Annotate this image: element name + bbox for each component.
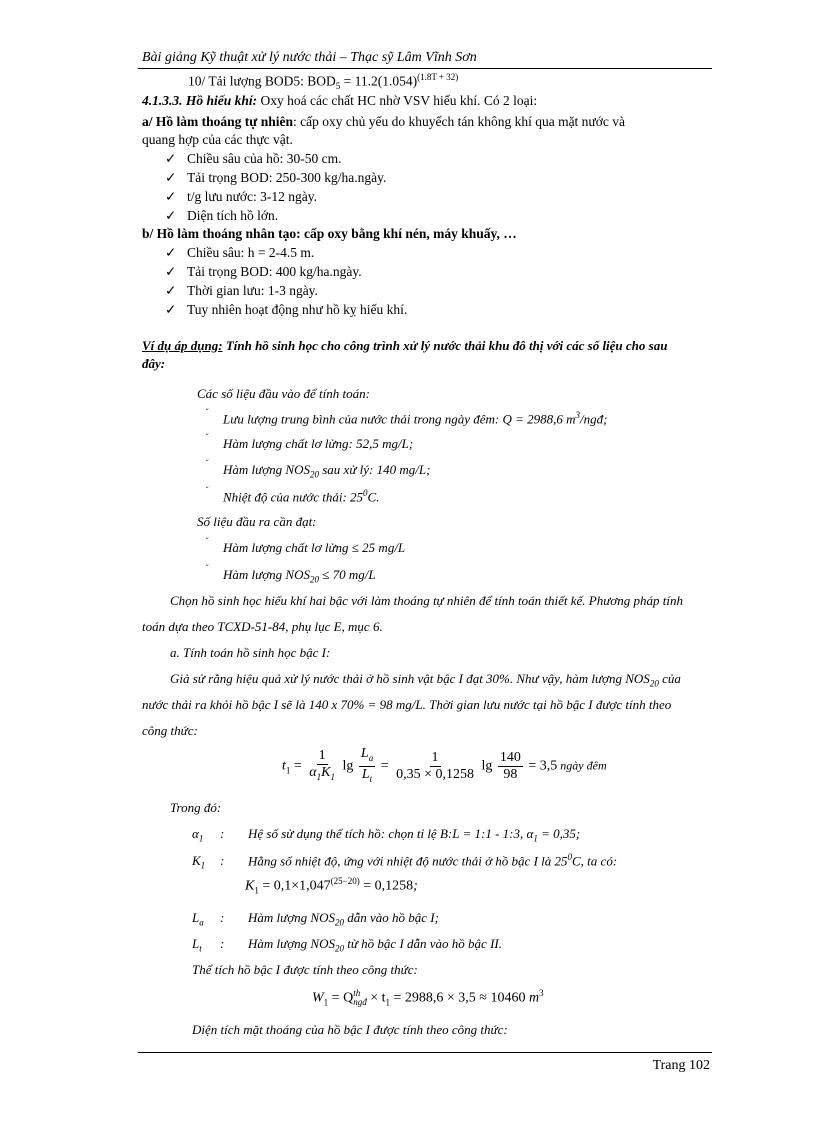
volume-heading: Thể tích hồ bậc I được tính theo công thức:	[192, 962, 418, 977]
list-item: ✓ Tải trọng BOD: 250-300 kg/ha.ngày.	[165, 170, 387, 185]
check-icon: ✓	[165, 170, 177, 185]
example-heading: Ví dụ áp dụng: Tính hồ sinh học cho công trình xử lý nước thải khu đô thị với các số liệu cho sau	[142, 338, 668, 353]
list-item: ✓ Chiều sâu: h = 2-4.5 m.	[165, 245, 315, 260]
check-icon: ✓	[165, 151, 177, 166]
artificial-aeration-title: b/ Hồ làm thoáng nhân tạo: cấp oxy bằng khí nén, máy khuấy, …	[142, 226, 517, 241]
page-number: Trang 102	[652, 1058, 710, 1073]
example-heading-cont: đây:	[142, 356, 166, 371]
input-nos: ˘ Hàm lượng $NOS_{20}$ sau xử lý: 140 mg/L;	[205, 458, 431, 480]
output-nos: ˘ Hàm lượng $NOS_{20} \le 70$ mg/L	[205, 563, 376, 585]
outputs-title: Số liệu đầu ra cần đạt:	[197, 514, 317, 529]
para-2: nước thải ra khỏi hồ bậc I sẽ là 140 x 70% = 98 mg/L. Thời gian lưu nước tại hồ bậc I được tính theo	[142, 697, 672, 712]
inputs-title: Các số liệu đầu vào để tính toán:	[197, 386, 370, 401]
check-icon: ✓	[165, 189, 177, 204]
list-item: ✓ t/g lưu nước: 3-12 ngày.	[165, 189, 318, 204]
check-icon: ✓	[165, 245, 177, 260]
volume-formula: $W_1 = Q$ th ngđ × $t_1 = 2988,6 \times 3,5 \approx 10460$ $m^3$	[312, 988, 544, 1008]
def-alpha: $\alpha_1$ : Hệ số sử dụng thể tích hồ: chọn tỉ lệ B:L = 1:1 - 1:3, $\alpha_1 = 0,35$;	[192, 826, 581, 844]
natural-aeration-title: a/ Hồ làm thoáng tự nhiên: cấp oxy chủ yếu do khuyếch tán không khí qua mặt nước và	[142, 114, 625, 129]
header-title: Bài giảng Kỹ thuật xử lý nước thải – Thạc sỹ Lâm Vĩnh Sơn	[142, 50, 477, 65]
section-heading: 4.1.3.3. Hồ hiếu khí: Oxy hoá các chất HC nhờ VSV hiếu khí. Có 2 loại:	[142, 93, 538, 108]
check-icon: ✓	[165, 283, 177, 298]
check-icon: ✓	[165, 302, 177, 317]
check-icon: ✓	[165, 208, 177, 223]
para-3: công thức:	[142, 723, 198, 738]
list-item: ✓ Tải trọng BOD: 400 kg/ha.ngày.	[165, 264, 362, 279]
list-item: ✓ Diện tích hồ lớn.	[165, 208, 279, 223]
footer-rule	[138, 1052, 712, 1053]
natural-aeration-cont: quang hợp của các thực vật.	[142, 132, 293, 147]
list-item: ✓ Chiều sâu của hồ: 30-50 cm.	[165, 151, 342, 166]
def-la: $L_a$ : Hàm lượng $NOS_{20}$ dẫn vào hồ bậc I;	[192, 910, 439, 928]
def-k: $K_1$ : Hằng số nhiệt độ, ứng với nhiệt độ nước thải ở hồ bậc I là $25^0C$, ta có:	[192, 852, 618, 871]
bod-load-line: 10/ Tải lượng BOD5: $BOD_5 = 11.2(1.054)^{(1.8T + 32)}$	[188, 72, 459, 92]
input-flow: ˘ Lưu lượng trung bình của nước thải trong ngày đêm: Q = 2988,6 $m^3$/ngđ;	[205, 407, 608, 427]
where-label: Trong đó:	[170, 800, 222, 815]
list-item: ✓ Thời gian lưu: 1-3 ngày.	[165, 283, 318, 298]
check-icon: ✓	[165, 264, 177, 279]
k-formula: $K_1 = 0,1\times 1,047^{(25-20)} = 0,1258$;	[245, 876, 418, 896]
list-item: ✓ Tuy nhiên hoạt động như hồ kỵ hiếu khí.	[165, 302, 408, 317]
def-lt: $L_t$ : Hàm lượng $NOS_{20}$ từ hồ bậc I dẫn vào hồ bậc II.	[192, 936, 502, 954]
para-1: Giả sử rằng hiệu quả xử lý nước thải ở hồ sinh vật bậc I đạt 30%. Như vậy, hàm lượng $NOS_{20}$ của	[170, 671, 681, 689]
area-heading: Diện tích mặt thoáng của hồ bậc I được tính theo công thức:	[192, 1022, 508, 1037]
retention-time-formula: $t_1$ = $\frac{1}{\alpha_1K_1}$ lg $\frac{L_a}{L_t}$ = $\frac{1}{0,35 \times 0,1258}$ lg $\frac{140}{98}$ = 3,5 ngày đêm	[282, 746, 607, 784]
calc-heading: a. Tính toán hồ sinh học bậc I:	[170, 645, 331, 660]
input-temp: ˘ Nhiệt độ của nước thải: $25^0C$.	[205, 485, 380, 505]
choose-line-2: toán dựa theo TCXD-51-84, phụ lục E, mục 6.	[142, 619, 383, 634]
input-ss: ˘ Hàm lượng chất lơ lửng: 52,5 mg/L;	[205, 432, 414, 451]
choose-line-1: Chọn hồ sinh học hiếu khí hai bậc với làm thoáng tự nhiên để tính toán thiết kế. Phương pháp tính	[170, 593, 683, 608]
output-ss: ˘ Hàm lượng chất lơ lửng ≤ 25 mg/L	[205, 536, 406, 555]
header-rule	[138, 68, 712, 69]
